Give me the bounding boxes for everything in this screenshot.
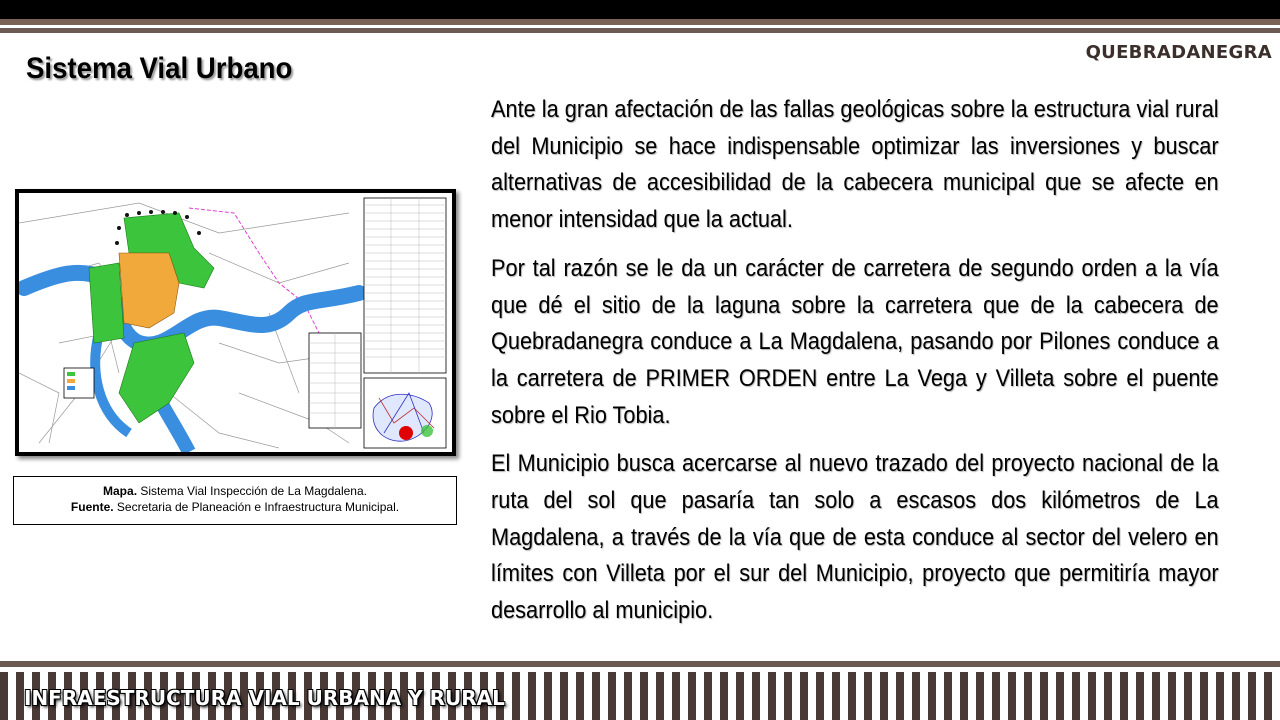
- source-label: Fuente.: [70, 500, 114, 514]
- map-description: Sistema Vial Inspección de La Magdalena.: [140, 484, 367, 498]
- footer-divider: [0, 661, 1280, 667]
- header-band-dark: [0, 0, 1280, 19]
- footer-title: INFRAESTRUCTURA VIAL URBANA Y RURAL: [24, 686, 505, 710]
- paragraph-2: Por tal razón se le da un carácter de carretera de segundo orden a la vía que dé el sitio de la laguna sobre la carretera que de la cabecera de Quebradanegra conduce a La Magdalena, pasando por Pilones conduce a la carretera de PRIMER ORDEN entre La Vega y Villeta sobre el puente sobre el Rio Tobia.: [491, 254, 1219, 429]
- source-description: Secretaria de Planeación e Infraestructura Municipal.: [116, 500, 400, 514]
- header-divider: [0, 28, 1280, 33]
- map-caption-source: [14, 500, 456, 514]
- brand-label: QUEBRADANEGRA: [1085, 42, 1272, 63]
- paragraph-3: El Municipio busca acercarse al nuevo trazado del proyecto nacional de la ruta del sol que pasaría tan solo a escasos dos kilómetros de La Magdalena, a través de la vía que de esta conduce al sector del velero en límites con Villeta por el sur del Municipio, proyecto que permitiría mayor desarrollo al municipio.: [491, 450, 1219, 625]
- map-caption: [13, 476, 457, 525]
- body-text: [491, 92, 1219, 642]
- map-illustration: [19, 193, 452, 452]
- header-band-brown: [0, 19, 1280, 25]
- road-system-map: [15, 189, 456, 456]
- page-title: Sistema Vial Urbano: [26, 52, 293, 85]
- paragraph-1: Ante la gran afectación de las fallas geológicas sobre la estructura vial rural del Municipio se hace indispensable optimizar las inversiones y buscar alternativas de accesibilidad de la cabecera municipal que se afecte en menor intensidad que la actual.: [491, 96, 1219, 234]
- map-label: Mapa.: [103, 484, 138, 498]
- map-caption-title: [14, 484, 456, 498]
